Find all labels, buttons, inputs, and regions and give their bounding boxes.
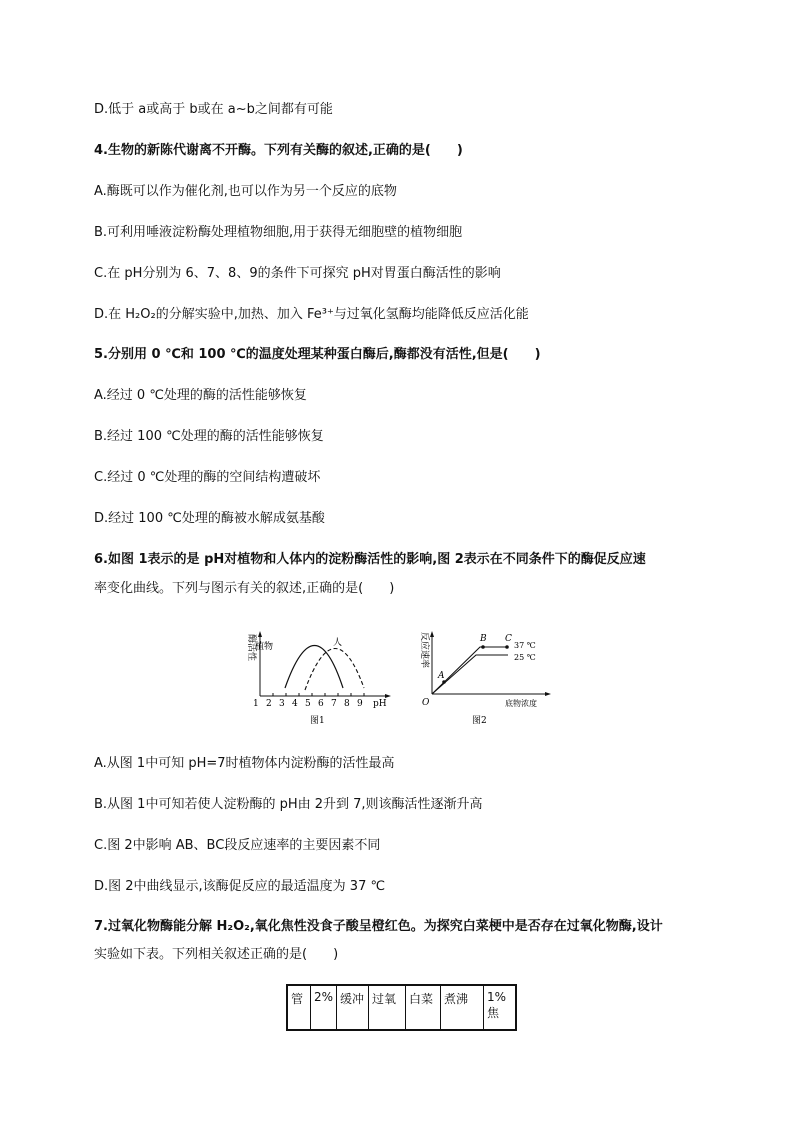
fig2-label-c: C	[505, 634, 512, 644]
fig1-tick-label: 8	[344, 699, 350, 709]
fig1-xunit: pH	[373, 699, 387, 709]
option-6c: C.图 2中影响 AB、BC段反应速率的主要因素不同	[94, 838, 381, 853]
fig2-origin: O	[422, 698, 430, 708]
fig1-tick-label: 5	[305, 699, 311, 709]
fig2-caption: 图2	[472, 716, 487, 726]
option-5a: A.经过 0 ℃处理的酶的活性能够恢复	[94, 388, 307, 403]
table-cell: 缓冲	[337, 985, 369, 1030]
option-5d: D.经过 100 ℃处理的酶被水解成氨基酸	[94, 511, 325, 526]
table-cell: 煮沸	[441, 985, 484, 1030]
option-5c: C.经过 0 ℃处理的酶的空间结构遭破坏	[94, 470, 321, 485]
option-5b: B.经过 100 ℃处理的酶的活性能够恢复	[94, 429, 324, 444]
option-6b: B.从图 1中可知若使人淀粉酶的 pH由 2升到 7,则该酶活性逐渐升高	[94, 797, 483, 812]
fig2-label-25: 25 ℃	[514, 653, 536, 662]
fig1-tick-label: 4	[292, 699, 298, 709]
table-row	[287, 985, 516, 1030]
table-cell: 白菜	[406, 985, 441, 1030]
option-4c: C.在 pH分别为 6、7、8、9的条件下可探究 pH对胃蛋白酶活性的影响	[94, 266, 501, 281]
figure-2	[410, 628, 560, 728]
question-6-line2: 率变化曲线。下列与图示有关的叙述,正确的是( )	[94, 581, 395, 596]
option-4b: B.可利用唾液淀粉酶处理植物细胞,用于获得无细胞壁的植物细胞	[94, 225, 463, 240]
question-7-line2: 实验如下表。下列相关叙述正确的是( )	[94, 947, 339, 962]
figure-1	[240, 628, 400, 728]
fig2-label-b: B	[480, 634, 487, 644]
experiment-table	[286, 984, 517, 1031]
option-4d: D.在 H₂O₂的分解实验中,加热、加入 Fe³⁺与过氧化氢酶均能降低反应活化能	[94, 307, 529, 322]
question-6-line1: 6.如图 1表示的是 pH对植物和人体内的淀粉酶活性的影响,图 2表示在不同条件下的酶促反应速	[94, 552, 646, 567]
line-q3d: D.低于 a或高于 b或在 a~b之间都有可能	[94, 102, 333, 117]
fig1-tick-label: 9	[357, 699, 363, 709]
fig2-ylabel: 反应速率	[419, 632, 429, 669]
fig1-human-curve	[305, 648, 364, 690]
fig1-caption: 图1	[310, 716, 325, 726]
fig1-tick-label: 3	[279, 699, 285, 709]
table-cell: 2%	[311, 985, 337, 1030]
fig1-tick-label: 2	[266, 699, 272, 709]
fig2-point-b	[481, 645, 485, 649]
fig2-label-37: 37 ℃	[514, 641, 536, 650]
fig1-tick-label: 7	[331, 699, 337, 709]
fig2-label-a: A	[438, 671, 445, 681]
fig1-ylabel: 酶活性	[246, 634, 256, 662]
fig1-human-label: 人	[333, 638, 343, 648]
question-5: 5.分别用 0 ℃和 100 ℃的温度处理某种蛋白酶后,酶都没有活性,但是( )	[94, 347, 541, 362]
table-cell: 1%焦	[484, 985, 517, 1030]
fig2-xlabel: 底物浓度	[505, 699, 537, 708]
fig1-plant-curve	[285, 646, 343, 689]
fig1-plant-label: 植物	[255, 642, 274, 652]
table-cell: 管	[287, 985, 311, 1030]
option-6d: D.图 2中曲线显示,该酶促反应的最适温度为 37 ℃	[94, 879, 386, 894]
option-4a: A.酶既可以作为催化剂,也可以作为另一个反应的底物	[94, 184, 397, 199]
fig1-tick-label: 1	[253, 699, 259, 709]
option-6a: A.从图 1中可知 pH=7时植物体内淀粉酶的活性最高	[94, 756, 395, 771]
question-4: 4.生物的新陈代谢离不开酶。下列有关酶的叙述,正确的是( )	[94, 143, 463, 158]
fig2-point-c	[505, 645, 509, 649]
question-7-line1: 7.过氧化物酶能分解 H₂O₂,氧化焦性没食子酸呈橙红色。为探究白菜梗中是否存在过氧化物酶,设计	[94, 919, 663, 934]
fig1-tick-label: 6	[318, 699, 324, 709]
table-cell: 过氧	[369, 985, 406, 1030]
